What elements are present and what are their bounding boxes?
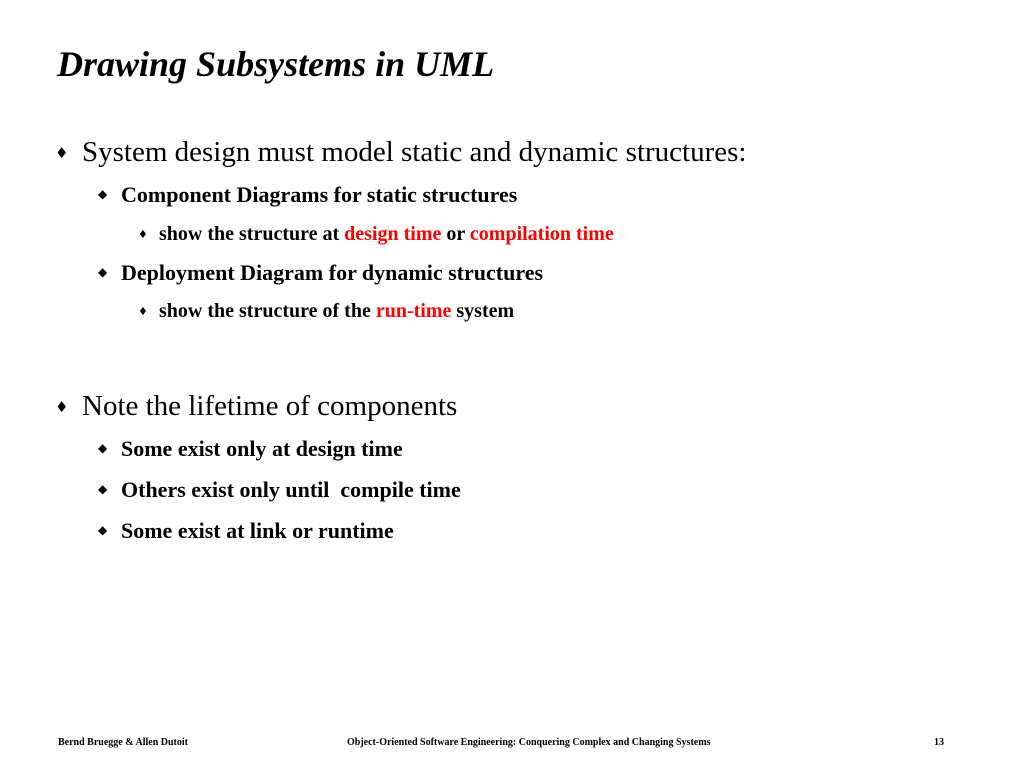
bullet-compile-time-only: [98, 476, 461, 504]
footer-book-title: Object-Oriented Software Engineering: Conquering Complex and Changing Systems: [347, 737, 711, 748]
bullet-deployment-diagram: [98, 259, 544, 287]
bullet-text-prefix: show the structure at: [159, 223, 345, 245]
diamond-bullet-icon: ♦: [138, 228, 148, 241]
bullet-text: Some exist only at design time: [121, 436, 403, 461]
diamond-bullet-icon: ◆: [98, 265, 108, 279]
bullet-text-prefix: show the structure of the: [159, 300, 376, 322]
bullet-text: Component Diagrams for static structures: [121, 182, 518, 207]
diamond-bullet-icon: ♦: [55, 144, 69, 162]
bullet-design-time-only: [98, 435, 403, 463]
diamond-bullet-icon: ◆: [98, 482, 108, 496]
bullet-text-middle: or: [441, 223, 470, 245]
footer-authors: Bernd Bruegge & Allen Dutoit: [58, 737, 188, 748]
diamond-bullet-icon: ◆: [98, 187, 108, 201]
diamond-bullet-icon: ◆: [98, 441, 108, 455]
bullet-text: System design must model static and dynamic structures:: [82, 136, 747, 168]
highlight-compilation-time: compilation time: [469, 223, 614, 245]
bullet-text: Others exist only until compile time: [121, 477, 461, 502]
bullet-text: Note the lifetime of components: [82, 390, 458, 422]
bullet-lifetime-components: [55, 389, 458, 423]
diamond-bullet-icon: ♦: [55, 398, 69, 416]
bullet-structure-design-time: [138, 221, 614, 247]
diamond-bullet-icon: ♦: [138, 305, 148, 318]
bullet-system-design: [55, 135, 747, 169]
footer-page-number: 13: [934, 737, 944, 748]
bullet-link-or-runtime: [98, 517, 394, 545]
bullet-text: Some exist at link or runtime: [121, 518, 394, 543]
bullet-structure-run-time: [138, 298, 515, 324]
slide-title: Drawing Subsystems in UML: [57, 44, 495, 84]
bullet-text: Deployment Diagram for dynamic structures: [121, 260, 544, 285]
highlight-design-time: design time: [344, 223, 442, 245]
highlight-run-time: run-time: [375, 300, 452, 322]
bullet-component-diagrams: [98, 181, 518, 209]
diamond-bullet-icon: ◆: [98, 523, 108, 537]
bullet-text-suffix: system: [451, 300, 515, 322]
